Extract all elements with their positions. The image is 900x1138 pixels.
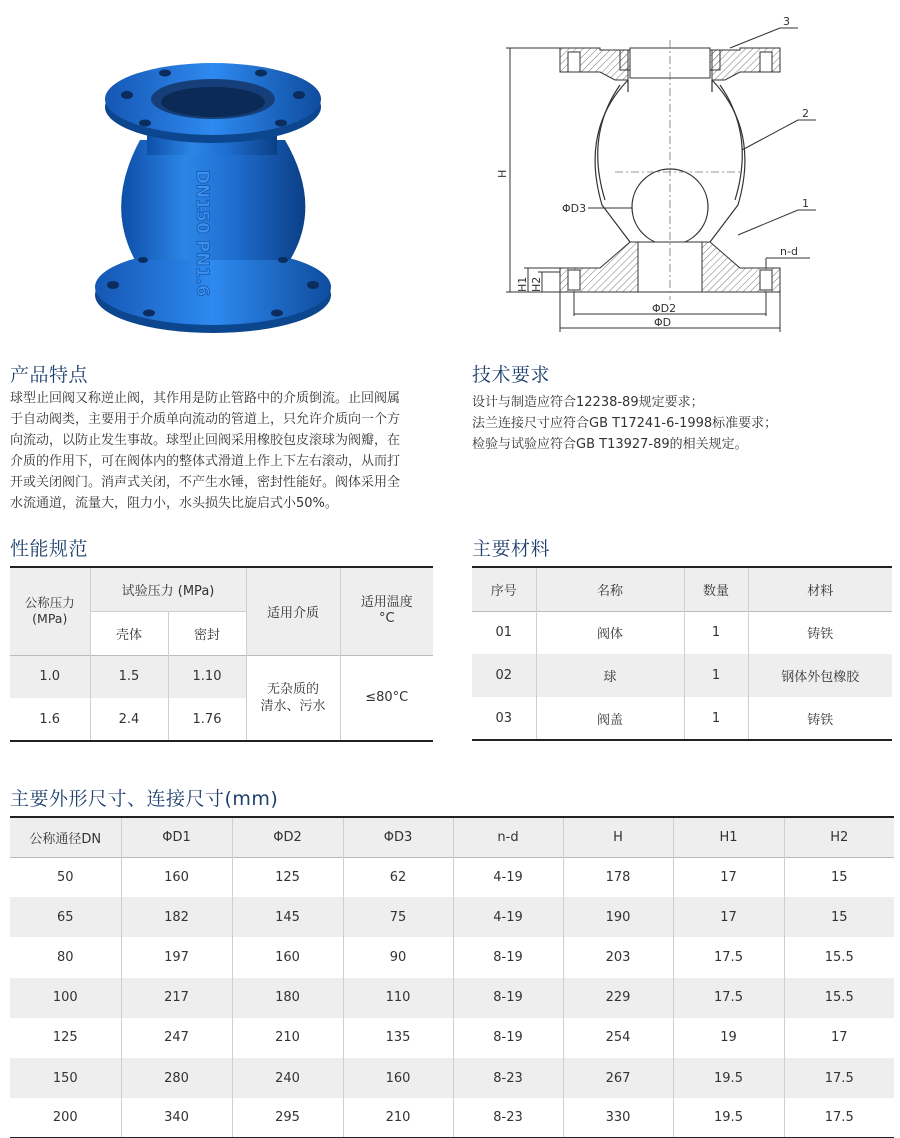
table-cell: 160 bbox=[232, 937, 343, 977]
table-cell: 65 bbox=[10, 897, 121, 937]
callout-3: 3 bbox=[783, 15, 790, 28]
performance-table bbox=[10, 566, 433, 742]
table-cell: 254 bbox=[563, 1018, 673, 1058]
table-cell: 阀盖 bbox=[536, 697, 684, 740]
table-row bbox=[10, 897, 894, 937]
table-cell: 203 bbox=[563, 937, 673, 977]
pn-cell: 1.0 bbox=[10, 655, 90, 698]
table-cell: 4-19 bbox=[453, 897, 563, 937]
label-h1: H1 bbox=[516, 276, 529, 292]
header-temperature: 适用温度 °C bbox=[340, 567, 433, 655]
shell-cell: 1.5 bbox=[90, 655, 168, 698]
tech-title: 技术要求 bbox=[472, 364, 551, 386]
table-cell: 19 bbox=[673, 1018, 784, 1058]
table-cell: 8-19 bbox=[453, 1018, 563, 1058]
table-row bbox=[10, 937, 894, 977]
header-h: H bbox=[563, 817, 673, 857]
table-row bbox=[10, 978, 894, 1018]
table-cell: 01 bbox=[472, 611, 536, 654]
table-cell: 135 bbox=[343, 1018, 453, 1058]
table-cell: 178 bbox=[563, 857, 673, 897]
table-cell: 229 bbox=[563, 978, 673, 1018]
table-cell: 197 bbox=[121, 937, 232, 977]
features-text: 球型止回阀又称逆止阀，其作用是防止管路中的介质倒流。止回阀属 于自动阀类，主要用于介质单向流动的管道上，只允许介质向一个方 向流动，以防止发生事故。球型止回阀采用橡胶包皮滚球为阀瓣，在 介质的作用下，可在阀体内的整体式滑道上作上下左右滚动，从而打 开或关闭阀门。消声式关闭，不产生水锤，密封性能好。阀体采用全 水流通道，流量大，阻力小，水头损失比旋启式小50%。 bbox=[10, 391, 401, 511]
valve-section-drawing bbox=[480, 10, 880, 340]
table-cell: 267 bbox=[563, 1058, 673, 1098]
header-dn: 公称通径DN bbox=[10, 817, 121, 857]
table-cell: 240 bbox=[232, 1058, 343, 1098]
table-cell: 247 bbox=[121, 1018, 232, 1058]
table-cell: 17.5 bbox=[784, 1058, 894, 1098]
table-cell: 15.5 bbox=[784, 937, 894, 977]
callout-1: 1 bbox=[802, 197, 809, 210]
dimensions-body bbox=[10, 857, 894, 1138]
table-cell: 8-23 bbox=[453, 1098, 563, 1138]
header-d1: ΦD1 bbox=[121, 817, 232, 857]
dimensions-title: 主要外形尺寸、连接尺寸(mm) bbox=[10, 788, 279, 810]
table-cell: 217 bbox=[121, 978, 232, 1018]
table-cell: 295 bbox=[232, 1098, 343, 1138]
materials-title: 主要材料 bbox=[472, 538, 551, 560]
label-d3: ΦD3 bbox=[562, 202, 587, 215]
table-cell: 15 bbox=[784, 857, 894, 897]
table-cell: 1 bbox=[684, 654, 748, 697]
table-cell: 160 bbox=[121, 857, 232, 897]
table-row bbox=[10, 1018, 894, 1058]
materials-table bbox=[472, 566, 892, 741]
label-d: ΦD bbox=[654, 316, 672, 329]
header-test-pressure: 试验压力 (MPa) bbox=[90, 567, 246, 611]
table-cell: 15 bbox=[784, 897, 894, 937]
table-cell: 125 bbox=[232, 857, 343, 897]
table-cell: 钢体外包橡胶 bbox=[748, 654, 892, 697]
seal-cell: 1.76 bbox=[168, 698, 246, 741]
table-cell: 210 bbox=[232, 1018, 343, 1058]
performance-title: 性能规范 bbox=[10, 538, 89, 560]
dimensions-table bbox=[10, 816, 894, 1138]
table-cell: 02 bbox=[472, 654, 536, 697]
table-cell: 200 bbox=[10, 1098, 121, 1138]
features-title: 产品特点 bbox=[10, 364, 89, 386]
table-cell: 210 bbox=[343, 1098, 453, 1138]
table-cell: 铸铁 bbox=[748, 611, 892, 654]
label-h: H bbox=[496, 169, 509, 178]
table-row bbox=[10, 1058, 894, 1098]
table-cell: 280 bbox=[121, 1058, 232, 1098]
label-nd: n-d bbox=[780, 245, 798, 258]
medium-cell: 无杂质的 清水、污水 bbox=[246, 655, 340, 741]
table-cell: 160 bbox=[343, 1058, 453, 1098]
table-cell: 90 bbox=[343, 937, 453, 977]
seal-cell: 1.10 bbox=[168, 655, 246, 698]
table-cell: 1 bbox=[684, 611, 748, 654]
pn-cell: 1.6 bbox=[10, 698, 90, 741]
header-h2: H2 bbox=[784, 817, 894, 857]
label-h2: H2 bbox=[530, 276, 543, 292]
temp-cell: ≤80°C bbox=[340, 655, 433, 741]
table-cell: 1 bbox=[684, 697, 748, 740]
table-cell: 340 bbox=[121, 1098, 232, 1138]
table-cell: 17.5 bbox=[673, 978, 784, 1018]
table-cell: 15.5 bbox=[784, 978, 894, 1018]
table-cell: 180 bbox=[232, 978, 343, 1018]
header-material: 材料 bbox=[748, 567, 892, 611]
header-nd: n-d bbox=[453, 817, 563, 857]
table-cell: 100 bbox=[10, 978, 121, 1018]
table-cell: 17 bbox=[673, 857, 784, 897]
table-cell: 铸铁 bbox=[748, 697, 892, 740]
table-cell: 17.5 bbox=[673, 937, 784, 977]
table-cell: 145 bbox=[232, 897, 343, 937]
header-medium: 适用介质 bbox=[246, 567, 340, 655]
table-cell: 150 bbox=[10, 1058, 121, 1098]
table-cell: 8-23 bbox=[453, 1058, 563, 1098]
header-shell: 壳体 bbox=[90, 611, 168, 655]
header-d3: ΦD3 bbox=[343, 817, 453, 857]
table-cell: 19.5 bbox=[673, 1098, 784, 1138]
table-cell: 330 bbox=[563, 1098, 673, 1138]
callout-2: 2 bbox=[802, 107, 809, 120]
header-name: 名称 bbox=[536, 567, 684, 611]
valve-marking: DN150 PN1.6 bbox=[192, 170, 212, 297]
table-cell: 阀体 bbox=[536, 611, 684, 654]
header-h1: H1 bbox=[673, 817, 784, 857]
valve-photo bbox=[85, 55, 345, 340]
table-cell: 03 bbox=[472, 697, 536, 740]
table-row bbox=[10, 1098, 894, 1138]
tech-text: 设计与制造应符合12238-89规定要求； 法兰连接尺寸应符合GB T17241-6-1998标准要求； 检验与试验应符合GB T13927-89的相关规定。 bbox=[472, 395, 778, 452]
table-cell: 17 bbox=[673, 897, 784, 937]
table-cell: 50 bbox=[10, 857, 121, 897]
table-cell: 8-19 bbox=[453, 937, 563, 977]
header-seq: 序号 bbox=[472, 567, 536, 611]
header-qty: 数量 bbox=[684, 567, 748, 611]
table-cell: 80 bbox=[10, 937, 121, 977]
table-cell: 球 bbox=[536, 654, 684, 697]
header-d2: ΦD2 bbox=[232, 817, 343, 857]
table-cell: 182 bbox=[121, 897, 232, 937]
table-cell: 17 bbox=[784, 1018, 894, 1058]
table-cell: 75 bbox=[343, 897, 453, 937]
header-nominal-pressure: 公称压力 (MPa) bbox=[10, 567, 90, 655]
table-cell: 110 bbox=[343, 978, 453, 1018]
table-row bbox=[10, 857, 894, 897]
table-cell: 125 bbox=[10, 1018, 121, 1058]
table-cell: 190 bbox=[563, 897, 673, 937]
header-seal: 密封 bbox=[168, 611, 246, 655]
shell-cell: 2.4 bbox=[90, 698, 168, 741]
table-cell: 17.5 bbox=[784, 1098, 894, 1138]
table-cell: 8-19 bbox=[453, 978, 563, 1018]
table-cell: 62 bbox=[343, 857, 453, 897]
table-cell: 4-19 bbox=[453, 857, 563, 897]
label-d2: ΦD2 bbox=[652, 302, 677, 315]
table-cell: 19.5 bbox=[673, 1058, 784, 1098]
